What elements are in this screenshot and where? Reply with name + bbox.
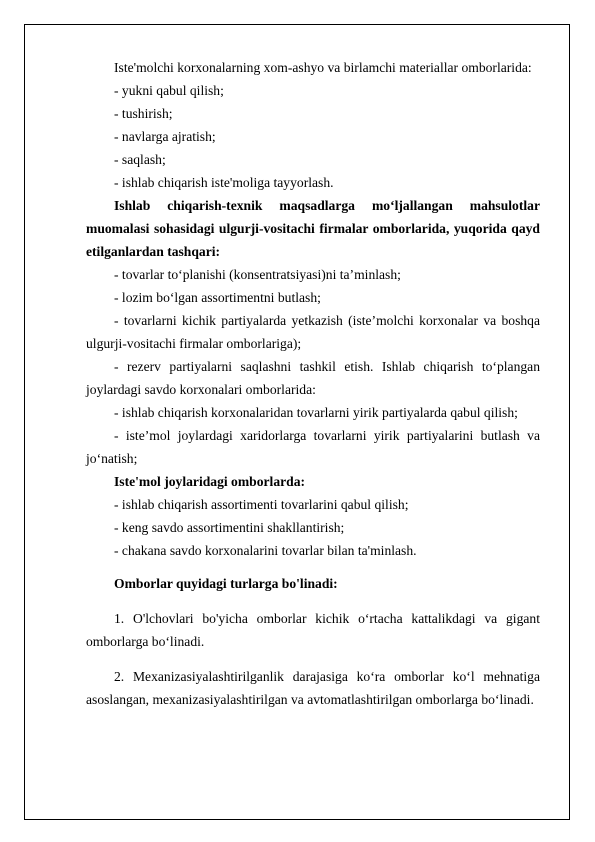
list-item: - tushirish;	[114, 106, 173, 121]
paragraph-intro: Iste'molchi korxonalarning xom-ashyo va birlamchi materiallar omborlarida:	[114, 60, 532, 75]
list-item: - ishlab chiqarish assortimenti tovarlarini qabul qilish;	[114, 497, 409, 512]
list-item: - iste’mol joylardagi xaridorlarga tovarlarni yirik partiyalarini butlash va jo‘natish;	[86, 428, 540, 466]
list-item: - keng savdo assortimentini shakllantirish;	[114, 520, 345, 535]
bold-heading-wholesale: Ishlab chiqarish-texnik maqsadlarga mo‘ljallangan mahsulotlar muomalasi sohasidagi ulgurji-vositachi firmalar omborlarida, yuqorida qayd etilganlardan tashqari:	[86, 198, 540, 259]
list-item: - navlarga ajratish;	[114, 129, 216, 144]
bold-heading-types: Omborlar quyidagi turlarga bo'linadi:	[114, 576, 338, 591]
list-item: - chakana savdo korxonalarini tovarlar bilan ta'minlash.	[114, 543, 417, 558]
bold-heading-consumption: Iste'mol joylaridagi omborlarda:	[114, 474, 306, 489]
list-item: - yukni qabul qilish;	[114, 83, 224, 98]
list-item: - rezerv partiyalarni saqlashni tashkil etish. Ishlab chiqarish to‘plangan joylardagi savdo korxonalari omborlarida:	[86, 359, 540, 397]
list-item: - tovarlarni kichik partiyalarda yetkazish (iste’molchi korxonalar va boshqa ulgurji-vositachi firmalar omborlariga);	[86, 313, 540, 351]
list-item: - ishlab chiqarish korxonalaridan tovarlarni yirik partiyalarda qabul qilish;	[114, 405, 518, 420]
list-item: - ishlab chiqarish iste'moliga tayyorlash.	[114, 175, 334, 190]
list-item: - tovarlar to‘planishi (konsentratsiyasi)ni ta’minlash;	[114, 267, 401, 282]
list-item: - saqlash;	[114, 152, 166, 167]
numbered-item: 2. Mexanizasiyalashtirilganlik darajasiga ko‘ra omborlar ko‘l mehnatiga asoslangan, mexanizasiyalashtirilgan va avtomatlashtirilgan omborlarga bo‘linadi.	[86, 669, 540, 707]
numbered-item: 1. O'lchovlari bo'yicha omborlar kichik o‘rtacha kattalikdagi va gigant omborlarga bo‘linadi.	[86, 611, 540, 649]
list-item: - lozim bo‘lgan assortimentni butlash;	[114, 290, 321, 305]
document-body	[86, 56, 540, 711]
